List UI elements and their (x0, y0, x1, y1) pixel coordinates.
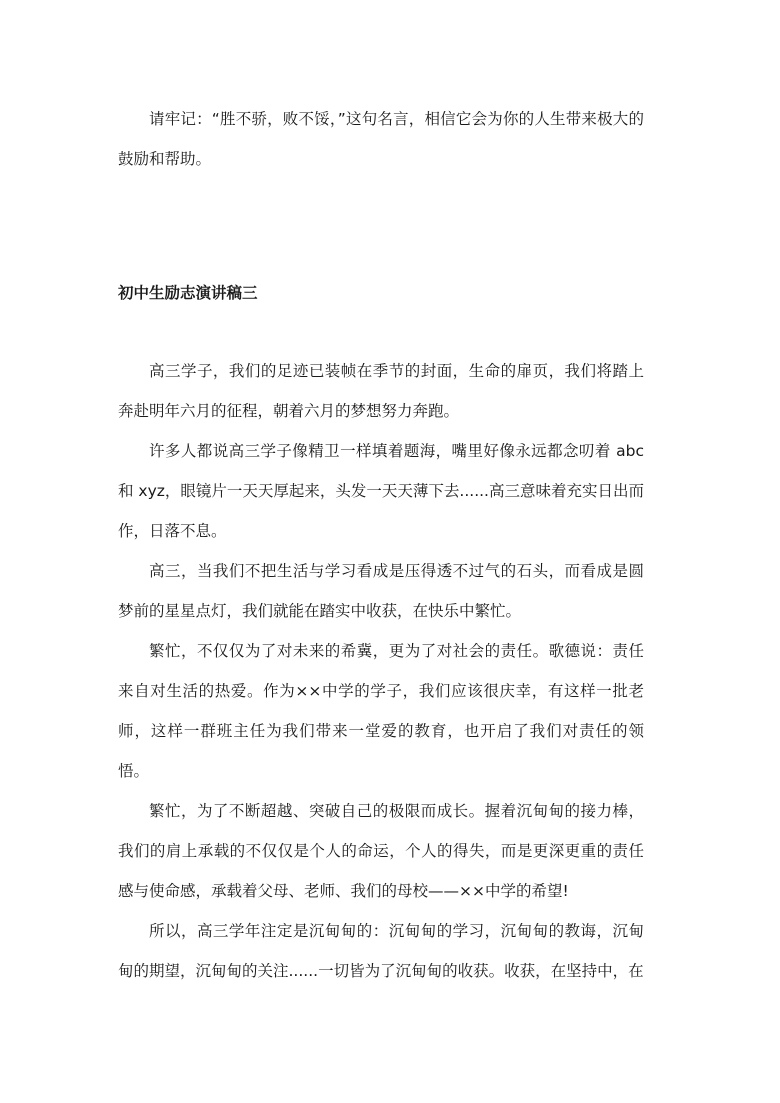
body-paragraph: 繁忙，为了不断超越、突破自己的极限而成长。握着沉甸甸的接力棒，我们的肩上承载的不仅仅是个人的命运，个人的得失，而是更深更重的责任感与使命感，承载着父母、老师、我们的母校——××中学的希望! (118, 802, 644, 900)
body-paragraph: 高三学子，我们的足迹已装帧在季节的封面，生命的扉页，我们将踏上奔赴明年六月的征程，朝着六月的梦想努力奔跑。 (118, 362, 644, 420)
section-spacer (118, 179, 644, 273)
body-paragraph: 高三，当我们不把生活与学习看成是压得透不过气的石头，而看成是圆梦前的星星点灯，我们就能在踏实中收获，在快乐中繁忙。 (118, 562, 644, 620)
title-spacer (118, 313, 644, 351)
intro-paragraph: 请牢记：“胜不骄，败不馁，”这句名言，相信它会为你的人生带来极大的鼓励和帮助。 (118, 110, 644, 168)
body-paragraph: 所以，高三学年注定是沉甸甸的：沉甸甸的学习，沉甸甸的教诲，沉甸甸的期望，沉甸甸的关注......一切皆为了沉甸甸的收获。收获，在坚持中，在 (118, 922, 644, 980)
body-paragraph: 许多人都说高三学子像精卫一样填着题海，嘴里好像永远都念叨着 abc 和 xyz，眼镜片一天天厚起来，头发一天天薄下去......高三意味着充实日出而作，日落不息。 (118, 442, 644, 540)
document-page (118, 99, 644, 991)
body-paragraph: 繁忙，不仅仅为了对未来的希冀，更为了对社会的责任。歌德说：责任来自对生活的热爱。作为××中学的学子，我们应该很庆幸，有这样一批老师，这样一群班主任为我们带来一堂爱的教育，也开启了我们对责任的领悟。 (118, 642, 644, 780)
section-title: 初中生励志演讲稿三 (118, 284, 258, 302)
